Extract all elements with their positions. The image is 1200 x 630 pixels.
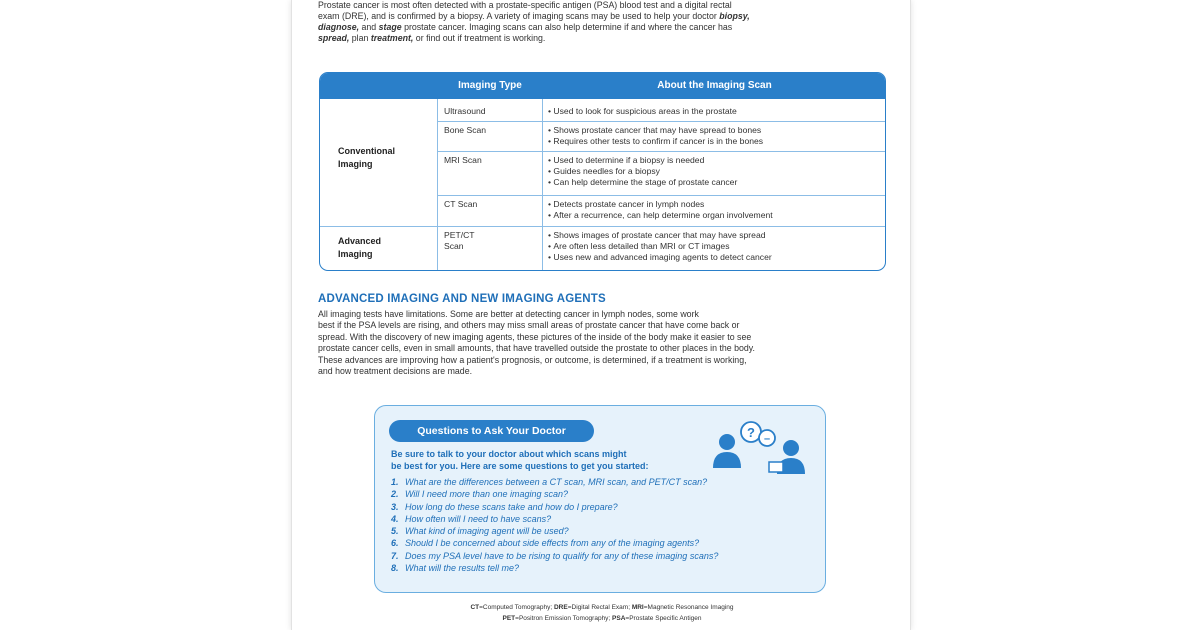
about-pet-ct-scan: • Shows images of prostate cancer that may have spread • Are often less detailed than MRI or CT images • Uses new and advanced imaging agents to detect cancer <box>548 230 772 263</box>
list-item: 5. What kind of imaging agent will be used? <box>391 526 569 537</box>
table-header <box>320 73 885 99</box>
paragraph-line: spread. With the discovery of new imaging agents, these pictures of the inside of the body make it easier to see <box>318 331 752 342</box>
list-item: 1. What are the differences between a CT scan, MRI scan, and PET/CT scan? <box>391 477 708 487</box>
type-mri-scan: MRI Scan <box>444 155 482 165</box>
type-ct-scan: CT Scan <box>444 199 478 209</box>
table-divider <box>542 99 543 270</box>
paragraph-line: best if the PSA levels are rising, and others may miss small areas of prostate cancer that have come back or <box>318 320 740 331</box>
imaging-table <box>319 72 886 271</box>
intro-line: exam (DRE), and is confirmed by a biopsy. A variety of imaging scans may be used to help your doctor biopsy, <box>318 11 750 21</box>
table-divider <box>437 99 438 270</box>
questions-box <box>374 405 826 593</box>
list-item: 2. Will I need more than one imaging scan? <box>391 489 569 500</box>
paragraph-line: All imaging tests have limitations. Some are better at detecting cancer in lymph nodes, some work <box>318 309 699 319</box>
list-item: 7. Does my PSA level have to be rising to qualify for any of these imaging scans? <box>391 550 719 561</box>
paragraph-line: prostate cancer cells, even in small amounts, that have travelled outside the prostate to other places in the body. <box>318 343 755 354</box>
questions-intro-line: Be sure to talk to your doctor about which scans might <box>391 449 627 459</box>
category-advanced: Advanced Imaging <box>338 236 382 259</box>
list-item: 4. How often will I need to have scans? <box>391 513 552 524</box>
doctor-patient-conversation-icon <box>705 418 815 478</box>
header-imaging-type: Imaging Type <box>458 80 522 91</box>
intro-line: Prostate cancer is most often detected with a prostate-specific antigen (PSA) blood test and a digital rectal <box>318 0 732 10</box>
table-divider <box>437 151 885 152</box>
intro-line: diagnose, and stage prostate cancer. Imaging scans can also help determine if and where the cancer has <box>318 22 733 32</box>
abbreviations-line-1: CT=Computed Tomography; DRE=Digital Rectal Exam; MRI=Magnetic Resonance Imaging <box>470 604 734 611</box>
questions-title: Questions to Ask Your Doctor <box>389 420 594 442</box>
category-conventional: Conventional Imaging <box>338 146 396 169</box>
about-mri-scan: • Used to determine if a biopsy is needed • Guides needles for a biopsy • Can help determine the stage of prostate cancer <box>548 155 737 188</box>
intro-line: spread, plan treatment, or find out if treatment is working. <box>318 33 546 43</box>
list-item: 6. Should I be concerned about side effects from any of the imaging agents? <box>391 538 700 549</box>
paragraph-line: These advances are improving how a patient's prognosis, or outcome, is determined, if a treatment is working, <box>318 354 747 365</box>
table-divider <box>437 195 885 196</box>
type-pet-ct-scan: PET/CT Scan <box>444 230 475 251</box>
section-heading: ADVANCED IMAGING AND NEW IMAGING AGENTS <box>318 293 606 305</box>
list-item: 8. What will the results tell me? <box>391 563 520 574</box>
header-about-scan: About the Imaging Scan <box>657 80 772 91</box>
about-bone-scan: • Shows prostate cancer that may have spread to bones • Requires other tests to confirm if cancer is in the bones <box>548 125 763 147</box>
table-divider <box>437 121 885 122</box>
questions-intro <box>391 448 649 472</box>
type-ultrasound: Ultrasound <box>444 106 486 116</box>
about-ct-scan: • Detects prostate cancer in lymph nodes • After a recurrence, can help determine organ involvement <box>548 199 773 221</box>
intro-paragraph <box>318 0 888 44</box>
type-bone-scan: Bone Scan <box>444 125 487 135</box>
question-mark-glyph: ? <box>747 425 755 440</box>
document-page <box>291 0 911 630</box>
paragraph-line: and how treatment decisions are made. <box>318 366 473 377</box>
about-ultrasound: • Used to look for suspicious areas in the prostate <box>548 106 737 117</box>
questions-intro-line: be best for you. Here are some questions to get you started: <box>391 461 649 471</box>
section-paragraph <box>318 309 898 377</box>
dash-glyph: – <box>763 433 771 445</box>
questions-list <box>391 476 718 574</box>
list-item: 3. How long do these scans take and how do I prepare? <box>391 501 618 512</box>
abbreviations-line-2: PET=Positron Emission Tomography; PSA=Prostate Specific Antigen <box>502 615 702 622</box>
table-divider <box>320 226 885 227</box>
